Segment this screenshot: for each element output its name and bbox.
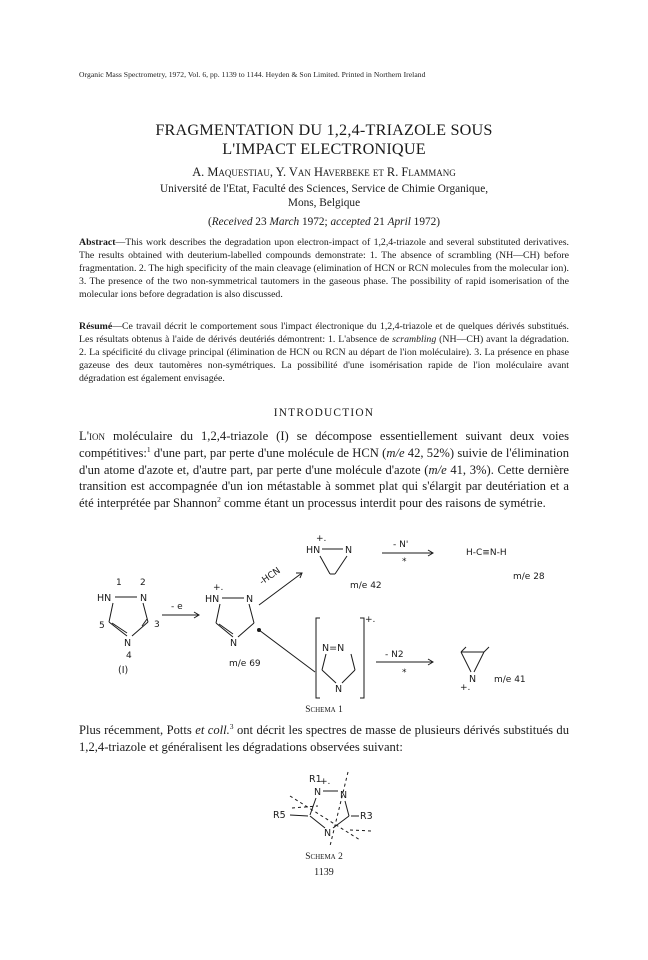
minus-n2-label: - N2 <box>385 650 404 660</box>
plus-label: +. <box>320 777 331 787</box>
ref-2: 2 <box>217 495 221 504</box>
paper-title-line-1: FRAGMENTATION DU 1,2,4-TRIAZOLE SOUS <box>155 121 493 139</box>
arrow-label-minus-e: - e <box>171 602 183 612</box>
svg-text:N: N <box>469 674 477 685</box>
me69-label: m/e 69 <box>229 659 261 669</box>
ref-1: 1 <box>146 444 151 454</box>
me41-label: m/e 41 <box>494 675 526 685</box>
svg-text:N: N <box>246 594 254 605</box>
svg-text:N: N <box>314 787 322 798</box>
r3-label: R3 <box>360 811 373 822</box>
me42-label: m/e 42 <box>350 581 382 591</box>
scrambling-italic: scrambling <box>392 334 437 345</box>
n-bottom-label: N <box>124 638 132 649</box>
abstract-label: Abstract <box>79 237 116 248</box>
metastable-star-2: * <box>402 668 407 678</box>
journal-citation: Organic Mass Spectrometry, 1972, Vol. 6, pp. 1139 to 1144. Heyden & Son Limited. Printed in Northern Ireland <box>79 70 426 79</box>
minus-hcn-label: -HCN <box>257 566 283 588</box>
svg-text:HN: HN <box>205 594 220 605</box>
svg-text:N: N <box>340 790 348 801</box>
resume-label: Résumé <box>79 321 113 332</box>
abstract-french: Résumé—Ce travail décrit le comportement sous l'impact électronique du 1,2,4-triazole et de quelques dérivés substitués. Les résultats obtenus à l'aide de dérivés deutériés démontrent: 1. L'absence de scrambling (NH—CH) avant la dégradation. 2. La spécificité du clivage principal (élimination de HCN ou RCN au départ de l'ion moléculaire). 3. La présence en phase gazeuse des deux tautomères non-symétriques. La possibilité d'une isomérisation rapide de l'ion moléculaire avant dégradation est également envisagée. <box>79 321 570 384</box>
n-label: N <box>140 593 148 604</box>
minus-n-label: - N' <box>393 540 409 550</box>
page-number: 1139 <box>314 867 334 878</box>
svg-text:+.: +. <box>316 534 327 544</box>
hcnh-label: H-C≡N-H <box>466 548 507 558</box>
bracket-radical-plus: +. <box>365 615 376 625</box>
atom-number-5: 5 <box>99 621 105 631</box>
svg-text:HN: HN <box>306 545 321 556</box>
received-dates: (Received 23 March 1972; accepted 21 April 1972) <box>207 216 441 228</box>
r1-label: R1 <box>309 774 322 785</box>
scheme-1-caption: Schema 1 <box>305 705 343 715</box>
r5-label: R5 <box>273 810 286 821</box>
affiliation-line-2: Mons, Belgique <box>287 197 361 209</box>
scheme-2-caption: Schema 2 <box>305 852 343 862</box>
svg-text:N: N <box>345 545 353 556</box>
atom-number-4: 4 <box>126 651 132 661</box>
svg-text:+.: +. <box>460 683 471 693</box>
scheme-1-diagram <box>0 530 648 705</box>
compound-label: (I) <box>118 665 129 676</box>
affiliation-line-1: Université de l'Etat, Faculté des Sciences, Service de Chimie Organique, <box>159 183 489 195</box>
atom-number-2: 2 <box>140 578 146 588</box>
radical-plus-69: +. <box>213 583 224 593</box>
svg-text:N: N <box>335 684 343 695</box>
svg-text:N: N <box>324 828 332 839</box>
authors: A. Maquestiau, Y. Van Haverbeke et R. Flammang <box>192 165 456 179</box>
atom-number-1: 1 <box>116 578 122 588</box>
abstract-english <box>79 236 569 301</box>
introduction-heading: INTRODUCTION <box>273 407 375 419</box>
svg-text:N: N <box>230 638 238 649</box>
abstract-text: —This work describes the degradation upon electron-impact of 1,2,4-triazole and several substituted derivatives. The results obtained with deuterium-labelled compounds demonstrate: 1. The absence of scrambling (NH—CH) before fragmentation. 2. The high specificity of the main cleavage (elimination of HCN or RCN molecules from the molecular ion). 3. The presence of the two non-symmetrical tautomers in the gaseous phase. The possibility of rapid isomerisation of the molecular ions before degradation is also discussed. <box>79 237 569 300</box>
hn-label: HN <box>97 593 112 604</box>
paragraph-2: Plus récemment, Potts et coll.$^3$ ont décrit les spectres de masse de plusieurs dérivés substitués du 1,2,4-triazole et généralisent les dégradations observées suivant: <box>79 721 570 754</box>
paper-title-line-2: L'IMPACT ELECTRONIQUE <box>222 140 426 158</box>
me28-label: m/e 28 <box>513 572 545 582</box>
intro-paragraph: L'ion moléculaire du 1,2,4-triazole (I) se décompose essentiellement suivant deux voies compétitives:$^1$ d'une part, par perte d'une molécule de HCN (m/e 42, 52%) suivie de l'élimination d'un atome d'azote et, d'autre part, par perte d'une molécule d'azote (m/e 41, 3%). Cette dernière transition est accompagnée d'un ion métastable à sommet plat qui s'élargit par deutériation et a été interprétée par Shannon$^2$ comme étant un processus interdit pour des raisons de symétrie. <box>79 429 570 511</box>
atom-number-3: 3 <box>154 620 160 630</box>
nn-label: N=N <box>322 643 345 654</box>
scheme-2-diagram <box>0 760 648 852</box>
ref-3: 3 <box>229 721 234 731</box>
metastable-star-1: * <box>402 557 407 567</box>
